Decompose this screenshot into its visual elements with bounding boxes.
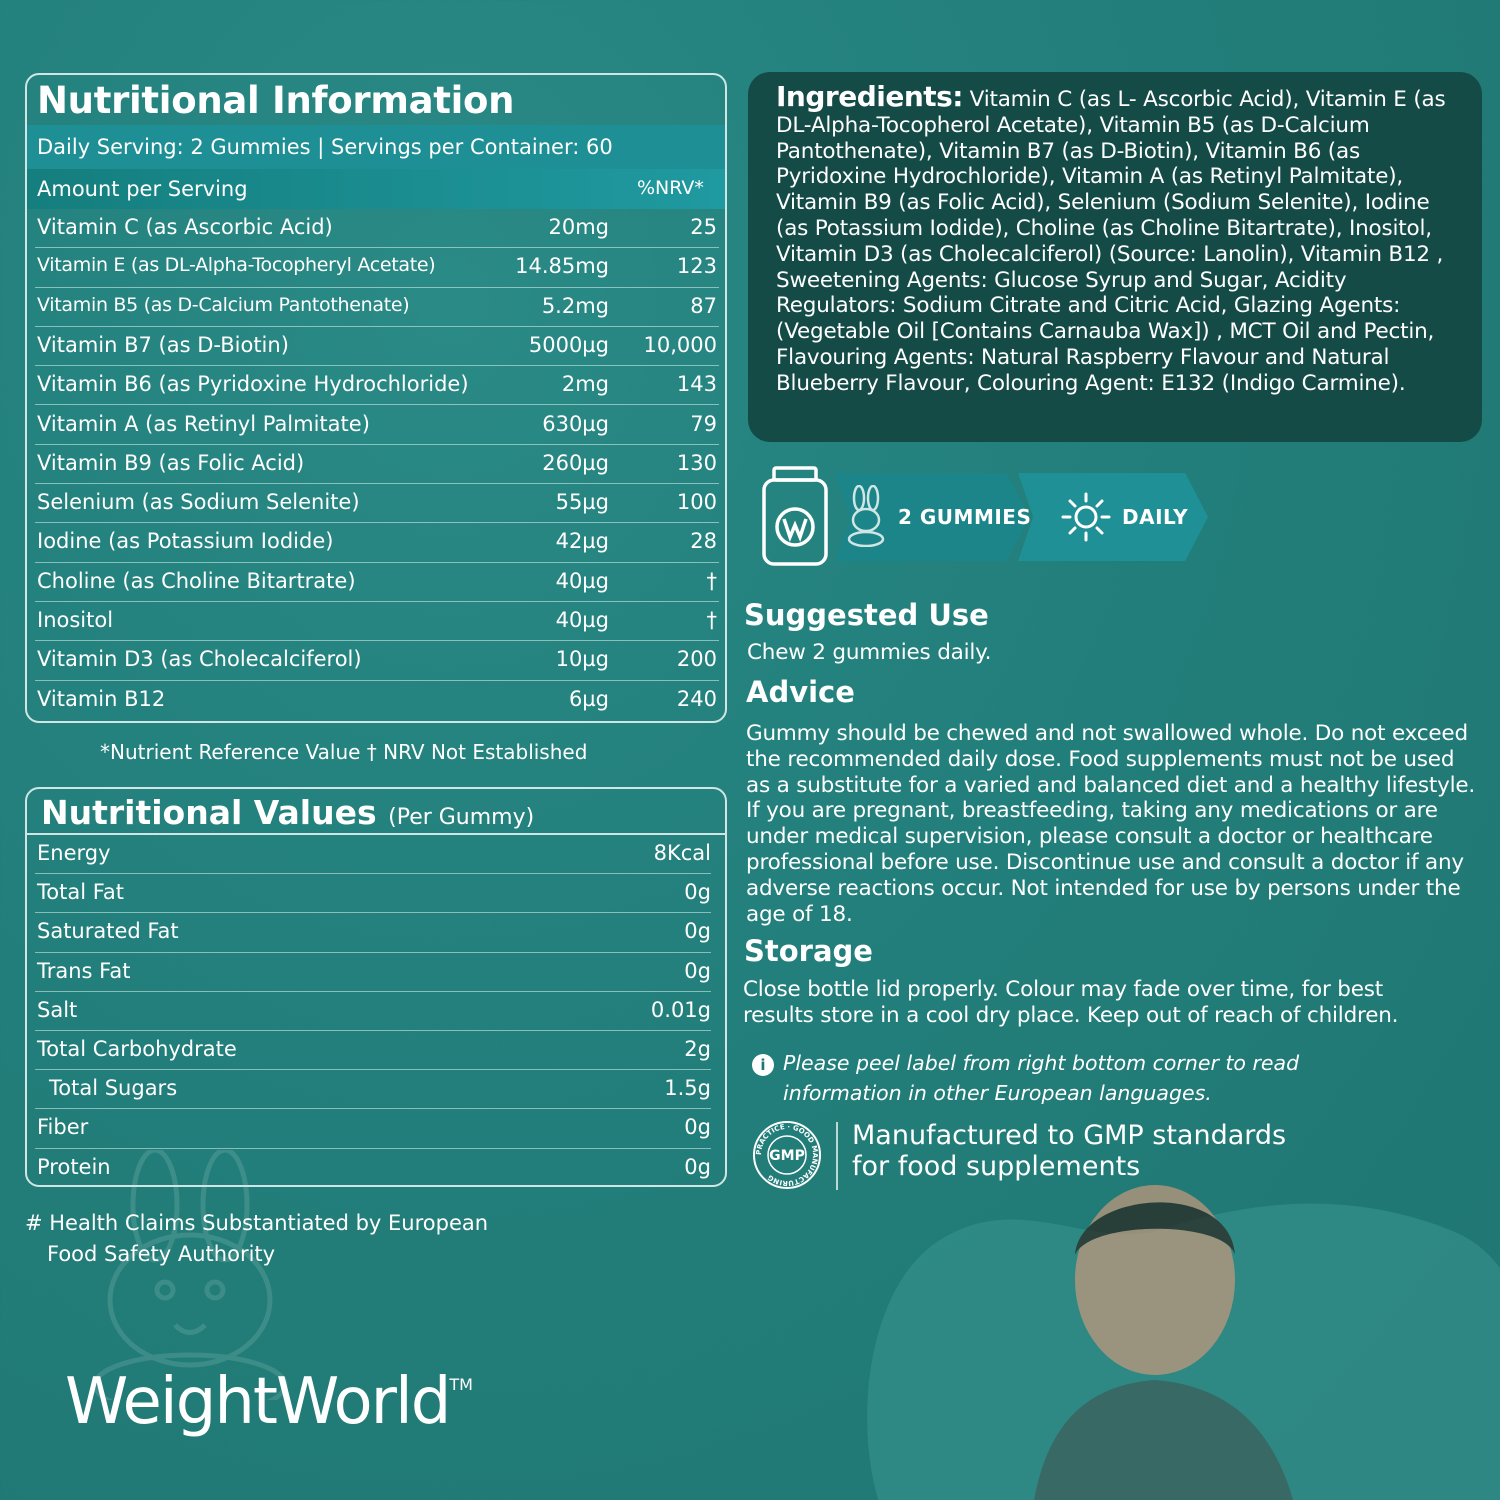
gmp-seal-text: GMP: [769, 1148, 805, 1164]
nutrient-nrv: 143: [676, 372, 717, 397]
nutrient-row: [35, 484, 719, 523]
bunny-icon: [845, 485, 887, 547]
logo-trademark: TM: [449, 1375, 473, 1394]
health-claim-note: [25, 1208, 488, 1270]
nutritional-information-title: Nutritional Information: [37, 79, 515, 122]
value-row: [35, 835, 711, 874]
nutrient-nrv: 10,000: [643, 332, 717, 357]
dosage-badges: [760, 465, 1220, 570]
nutrient-nrv: 79: [690, 411, 717, 436]
serving-bar: [27, 125, 725, 169]
nutrient-row: [35, 445, 719, 484]
value-name: Saturated Fat: [37, 919, 179, 944]
advice-body: Gummy should be chewed and not swallowed whole. Do not exceed the recommended daily dose. Food supplements must not be used as a substitute for a varied and balanced diet and a healthy lifestyle. If you are pregnant, breastfeeding, taking any medications or are under medical supervision, please consult a doctor or healthcare professional before use. Discontinue use and consult a doctor if any adverse reactions occur. Not intended for use by persons under the age of 18.: [746, 721, 1476, 927]
suggested-use-title: Suggested Use: [744, 598, 989, 632]
storage-body: Close bottle lid properly. Colour may fade over time, for best results store in a cool dry place. Keep out of reach of children.: [743, 977, 1399, 1028]
value-row: [35, 1149, 711, 1187]
gmp-line-1: Manufactured to GMP standards: [852, 1120, 1287, 1151]
value-name: Total Sugars: [49, 1076, 178, 1101]
nrv-column-label: %NRV*: [637, 177, 704, 199]
nutrient-nrv: †: [706, 568, 717, 593]
nutrient-row: [35, 209, 719, 248]
nutrient-nrv: 130: [676, 450, 717, 475]
nutrient-name: Choline (as Choline Bitartrate): [37, 568, 356, 593]
amount-per-serving-label: Amount per Serving: [37, 177, 248, 201]
gmp-seal-icon: [752, 1120, 822, 1190]
daily-badge-label: DAILY: [1122, 505, 1189, 529]
value-row: [35, 913, 711, 952]
advice-title: Advice: [746, 675, 855, 709]
value-amount: 8Kcal: [653, 841, 711, 865]
value-row: [35, 953, 711, 992]
gummies-badge-label: 2 GUMMIES: [898, 505, 1032, 529]
nutrient-amount: 5000µg: [528, 332, 609, 357]
nutritional-values-panel: [25, 787, 727, 1187]
value-name: Energy: [37, 841, 111, 865]
nutrient-row: [35, 563, 719, 602]
value-amount: 0g: [684, 1115, 711, 1140]
nutrient-nrv: 240: [676, 686, 717, 711]
bunny-watermark-icon: [60, 1150, 320, 1400]
nutrient-amount: 40µg: [555, 568, 609, 593]
nutrient-row: [35, 366, 719, 405]
nutrient-row: [35, 681, 719, 720]
ingredients-panel: [748, 72, 1482, 442]
value-row: [35, 1070, 711, 1109]
nutrient-amount: 2mg: [561, 372, 609, 397]
value-amount: 0g: [684, 958, 711, 983]
nutrient-nrv: 28: [690, 529, 717, 554]
nutrient-row: [35, 248, 719, 287]
nutrient-row: [35, 406, 719, 445]
value-name: Total Carbohydrate: [37, 1037, 237, 1061]
nutritional-information-panel: [25, 73, 727, 723]
nutrient-nrv: 87: [690, 293, 717, 318]
nutrient-row: [35, 327, 719, 366]
value-amount: 0g: [684, 919, 711, 944]
value-amount: 0g: [684, 1154, 711, 1179]
nutrient-row: [35, 288, 719, 327]
gmp-line-2: for food supplements: [852, 1151, 1141, 1182]
value-name: Protein: [37, 1154, 111, 1179]
value-amount: 1.5g: [664, 1076, 711, 1101]
logo-text: WeightWorld: [65, 1365, 450, 1439]
amount-header-bar: [27, 169, 725, 209]
nutrient-amount: 14.85mg: [515, 254, 609, 279]
bottle-icon: [760, 465, 830, 567]
ingredients-list: Vitamin C (as L- Ascorbic Acid), Vitamin E (as DL-Alpha-Tocopherol Acetate), Vitamin B5 (as D-Calcium Pantothenate), Vitamin B7 (as D-Biotin), Vitamin B6 (as Pyridoxine Hydrochloride), Vitamin A (as Retinyl Palmitate), Vitamin B9 (as Folic Acid), Selenium (Sodium Selenite), Iodine (as Potassium Iodide), Choline (as Choline Bitartrate), Inositol, Vitamin D3 (as Cholecalciferol) (Source: Lanolin), Vitamin B12 , Sweetening Agents: Glucose Syrup and Sugar, Acidity Regulators: Sodium Citrate and Citric Acid, Glazing Agents: (Vegetable Oil [Contains Carnauba Wax]) , MCT Oil and Pectin, Flavouring Agents: Natural Raspberry Flavour and Natural Blueberry Flavour, Colouring Agent: E132 (Indigo Carmine).: [776, 87, 1446, 396]
value-row: [35, 1031, 711, 1070]
nutrient-name: Inositol: [37, 608, 114, 632]
nutrient-name: Vitamin B6 (as Pyridoxine Hydrochloride): [37, 372, 469, 397]
value-row: [35, 1109, 711, 1148]
nutrient-name: Vitamin B12: [37, 686, 166, 711]
nutrient-nrv: 200: [676, 647, 717, 672]
nutrient-amount: 55µg: [555, 490, 609, 515]
nutrient-amount: 10µg: [555, 647, 609, 672]
nutrient-name: Vitamin B5 (as D-Calcium Pantothenate): [37, 293, 410, 316]
nutrient-amount: 40µg: [555, 608, 609, 632]
storage-title: Storage: [744, 934, 873, 968]
gmp-seal-ring-text: PRACTICE · GOOD MANUFACTURING: [754, 1122, 820, 1188]
nutrient-row: [35, 641, 719, 680]
nutrient-nrv: †: [706, 608, 717, 632]
value-name: Fiber: [37, 1115, 89, 1140]
nutrient-name: Iodine (as Potassium Iodide): [37, 529, 334, 554]
nutrient-amount: 42µg: [555, 529, 609, 554]
value-name: Salt: [37, 997, 78, 1022]
nutrient-nrv: 123: [676, 254, 717, 279]
sun-icon: [1060, 491, 1112, 543]
peel-label-text: Please peel label from right bottom corner to read information in other European languages.: [783, 1051, 1300, 1105]
weightworld-logo: [65, 1365, 473, 1439]
nutrient-name: Vitamin A (as Retinyl Palmitate): [37, 411, 370, 436]
nutrient-name: Vitamin B9 (as Folic Acid): [37, 450, 305, 475]
nutritional-values-title: [41, 793, 534, 832]
peel-label-note: [752, 1048, 1312, 1108]
nutritional-values-subtitle: (Per Gummy): [388, 805, 535, 830]
health-claim-line-2: Food Safety Authority: [47, 1242, 276, 1266]
nutritional-values-heading: Nutritional Values: [41, 793, 377, 832]
nutrient-amount: 5.2mg: [541, 293, 609, 318]
nutrient-nrv: 100: [676, 490, 717, 515]
nrv-footnote: *Nutrient Reference Value † NRV Not Established: [100, 740, 588, 764]
nutrient-name: Vitamin B7 (as D-Biotin): [37, 332, 289, 357]
value-row: [35, 874, 711, 913]
value-amount: 0.01g: [650, 997, 711, 1022]
serving-info: Daily Serving: 2 Gummies | Servings per Container: 60: [37, 135, 613, 159]
ingredients-text-block: [776, 80, 1466, 397]
value-amount: 2g: [684, 1037, 711, 1061]
nutrient-name: Vitamin E (as DL-Alpha-Tocopheryl Acetate): [37, 254, 436, 277]
nutrient-name: Selenium (as Sodium Selenite): [37, 490, 360, 515]
portrait-background-shape: [830, 1170, 1500, 1500]
suggested-use-body: Chew 2 gummies daily.: [747, 640, 992, 665]
value-amount: 0g: [684, 880, 711, 905]
nutrient-amount: 6µg: [568, 686, 609, 711]
nutrient-amount: 630µg: [542, 411, 609, 436]
nutrient-row: [35, 523, 719, 562]
ingredients-title: Ingredients:: [776, 80, 964, 113]
value-row: [35, 992, 711, 1031]
nutrient-name: Vitamin D3 (as Cholecalciferol): [37, 647, 362, 672]
nutrient-name: Vitamin C (as Ascorbic Acid): [37, 215, 333, 239]
value-name: Total Fat: [37, 880, 124, 905]
value-name: Trans Fat: [37, 958, 131, 983]
nutrient-amount: 260µg: [542, 450, 609, 475]
nutrient-nrv: 25: [690, 215, 717, 239]
nutrient-amount: 20mg: [548, 215, 609, 239]
nutrient-row: [35, 602, 719, 641]
info-icon: i: [752, 1054, 774, 1076]
health-claim-line-1: # Health Claims Substantiated by European: [25, 1211, 489, 1235]
